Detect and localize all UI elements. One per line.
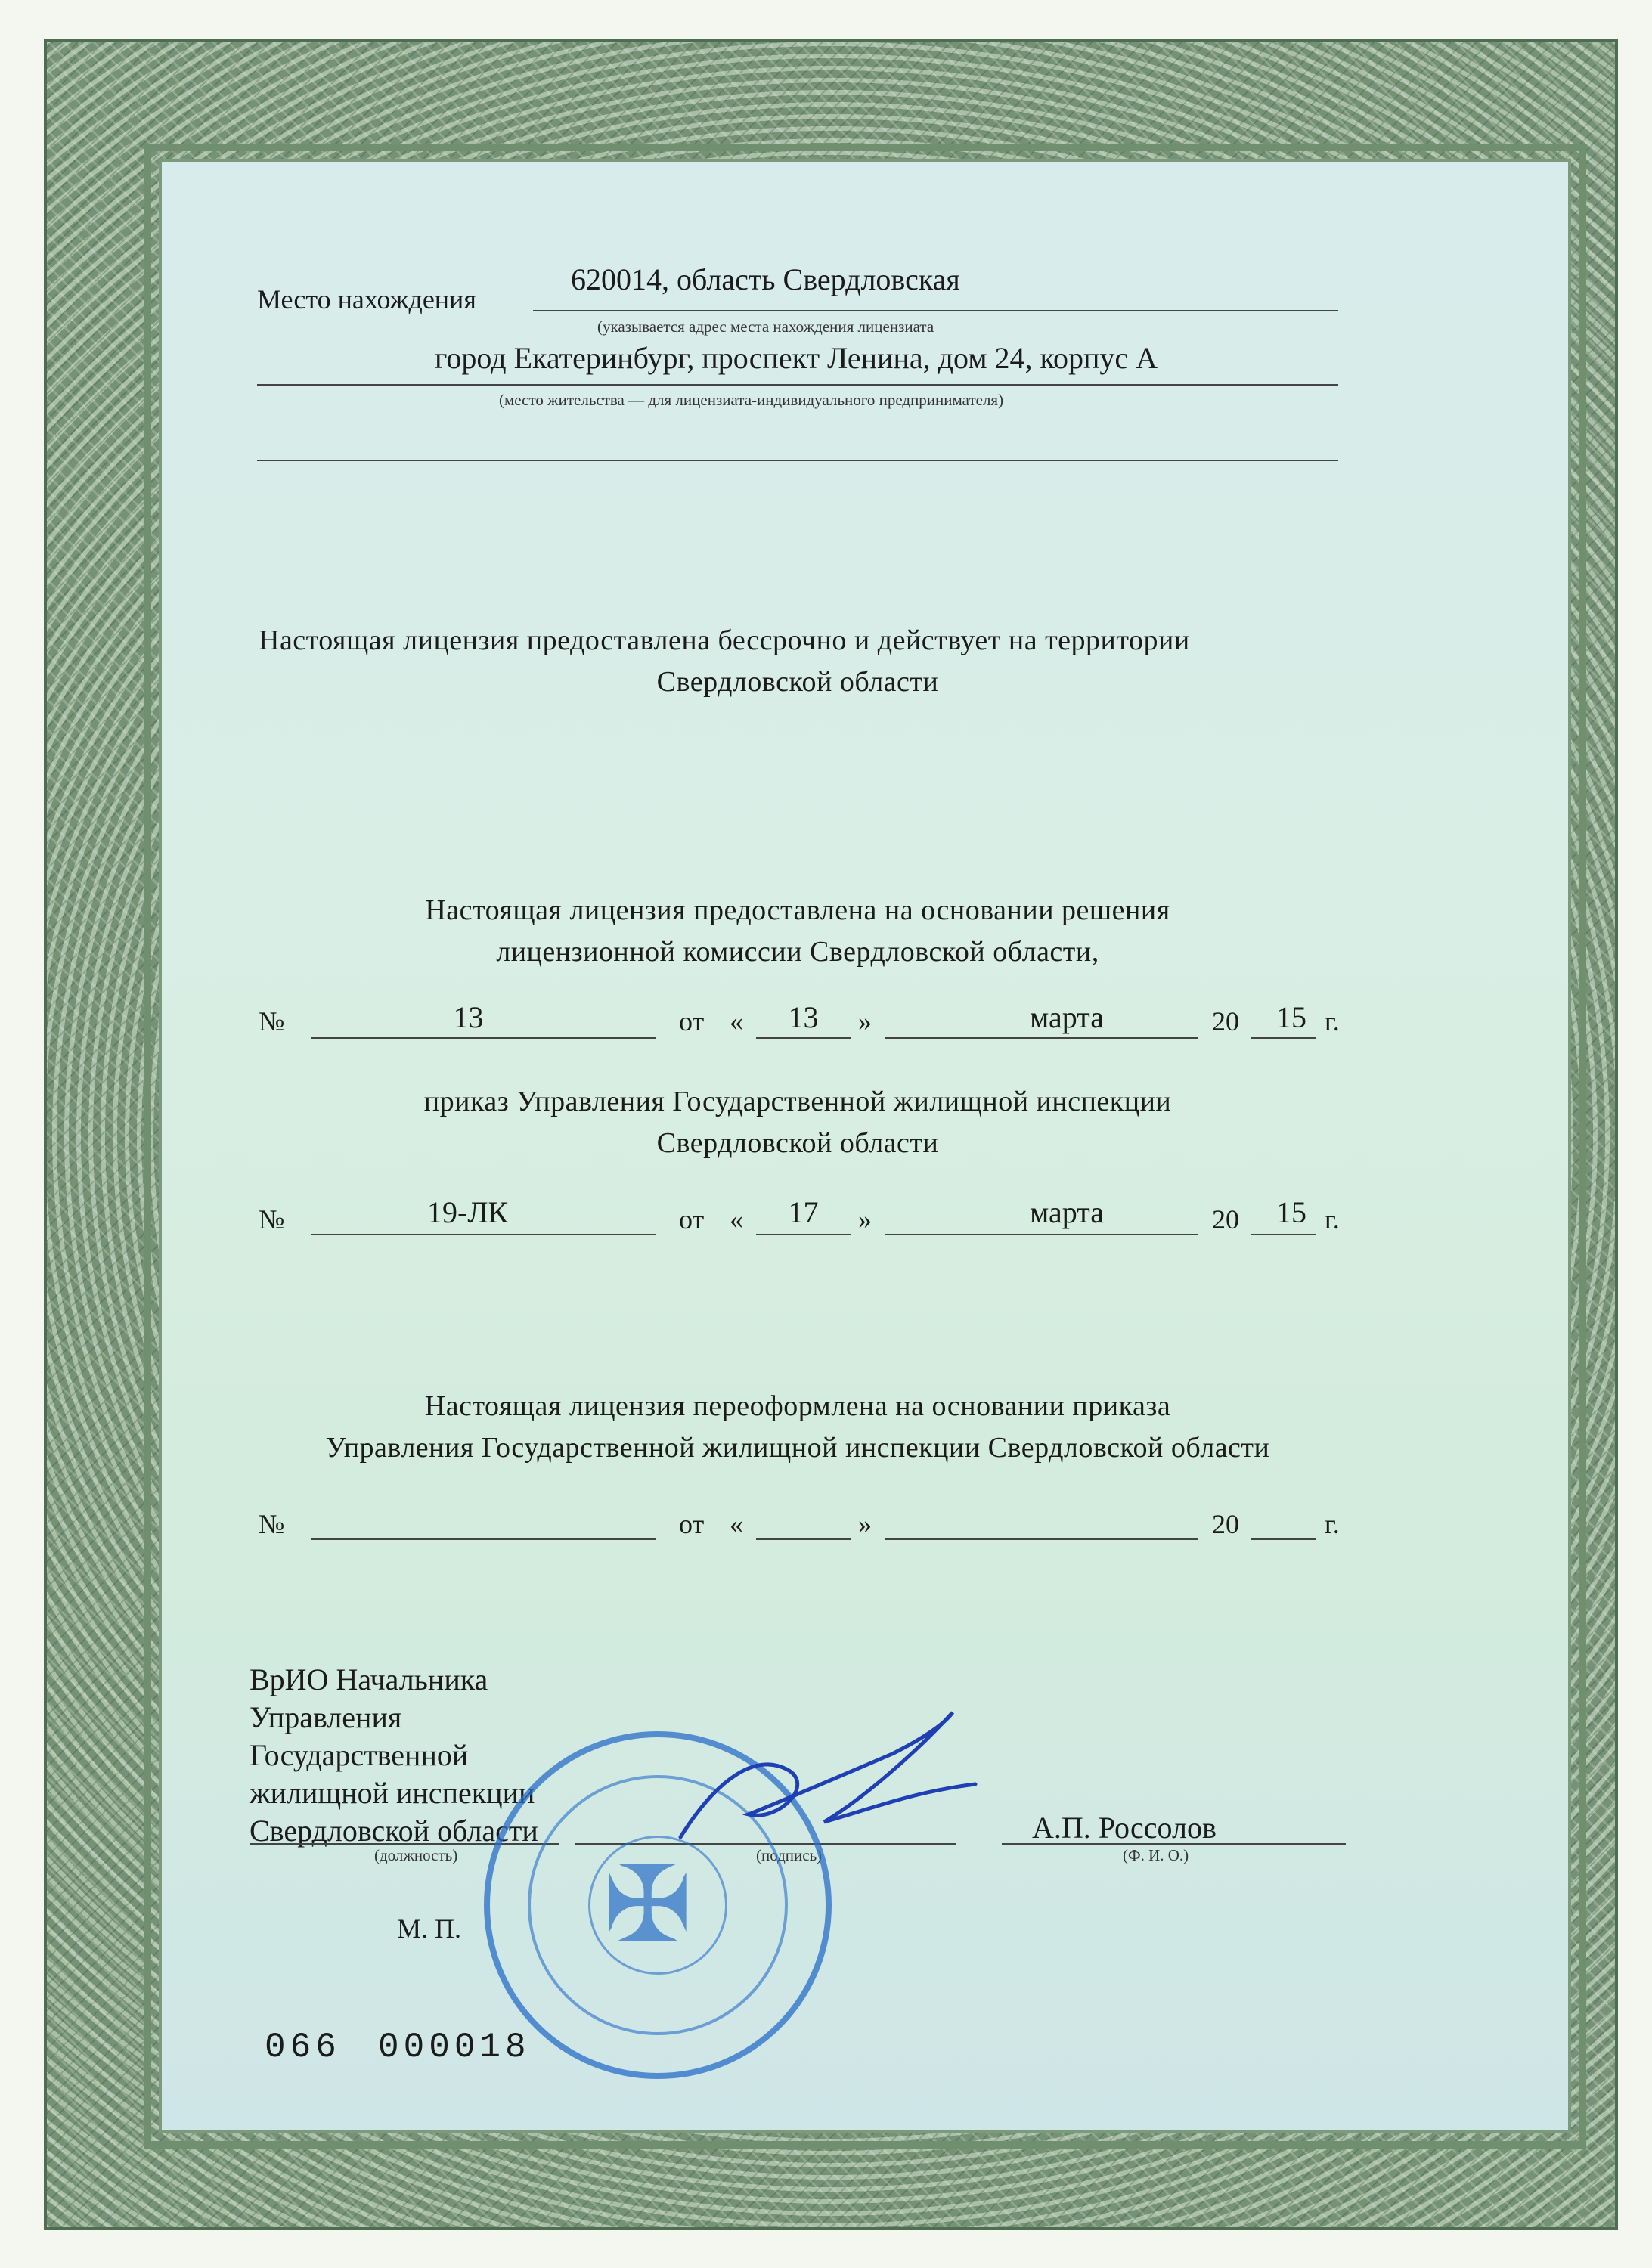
reissue-year-prefix: 20 <box>1212 1509 1239 1539</box>
position-hint: (должность) <box>374 1846 458 1864</box>
location-line-2 <box>257 384 1338 386</box>
position-line-4: жилищной инспекции <box>250 1776 535 1810</box>
basis-quote-close: » <box>858 1006 872 1036</box>
reissue-year-suffix: г. <box>1325 1509 1340 1539</box>
order-line2: Свердловской области <box>656 1127 939 1159</box>
order-year: 15 <box>1276 1195 1306 1229</box>
location-hint-1: (указывается адрес места нахождения лицензиата <box>597 318 934 336</box>
reissue-no-sign: № <box>259 1509 285 1539</box>
order-no-sign: № <box>259 1204 285 1235</box>
order-quote-close: » <box>858 1204 872 1235</box>
position-line-1: ВрИО Начальника <box>250 1662 488 1696</box>
reissue-number-line <box>311 1538 656 1540</box>
basis-line2: лицензионной комиссии Свердловской области, <box>496 936 1099 968</box>
signature-hint: (подпись) <box>756 1846 823 1864</box>
location-line1: 620014, область Свердловская <box>571 262 960 296</box>
order-year-prefix: 20 <box>1212 1204 1239 1235</box>
basis-day-line <box>756 1037 851 1039</box>
validity-line1: Настоящая лицензия предоставлена бессрочно и действует на территории <box>259 624 1190 656</box>
basis-month-line <box>885 1037 1198 1039</box>
order-number: 19-ЛК <box>427 1195 509 1229</box>
basis-year-line <box>1251 1037 1316 1039</box>
coat-of-arms-icon: ✠ <box>603 1843 693 1966</box>
location-line2: город Екатеринбург, проспект Ленина, дом 24, корпус А <box>435 341 1158 375</box>
location-line-3 <box>257 460 1338 461</box>
order-year-line <box>1251 1234 1316 1235</box>
order-quote-open: « <box>730 1204 743 1235</box>
basis-from: от <box>679 1006 705 1036</box>
order-from: от <box>679 1204 705 1235</box>
basis-line1: Настоящая лицензия предоставлена на основании решения <box>425 894 1170 926</box>
seal-mark: М. П. <box>397 1913 462 1944</box>
reissue-line1: Настоящая лицензия переоформлена на основании приказа <box>424 1390 1171 1422</box>
reissue-from: от <box>679 1509 705 1539</box>
name-hint: (Ф. И. О.) <box>1123 1846 1189 1864</box>
position-line-3: Государственной <box>250 1738 469 1772</box>
basis-no-sign: № <box>259 1006 285 1036</box>
reissue-quote-close: » <box>858 1509 872 1539</box>
order-line1: приказ Управления Государственной жилищной инспекции <box>423 1086 1172 1117</box>
location-hint-2: (место жительства — для лицензиата-индивидуального предпринимателя) <box>499 391 1004 409</box>
serial-number: 000018 <box>378 2028 531 2067</box>
order-month: марта <box>1030 1195 1104 1229</box>
reissue-line2: Управления Государственной жилищной инспекции Свердловской области <box>325 1432 1270 1464</box>
position-line-2: Управления <box>250 1700 402 1734</box>
basis-day: 13 <box>788 1000 819 1034</box>
order-day-line <box>756 1234 851 1235</box>
order-year-suffix: г. <box>1325 1204 1340 1235</box>
location-label: Место нахождения <box>257 284 476 314</box>
reissue-month-line <box>885 1538 1198 1540</box>
validity-line2: Свердловской области <box>656 666 939 698</box>
basis-number-line <box>311 1037 656 1039</box>
signatory-name: А.П. Россолов <box>1032 1811 1217 1845</box>
basis-year-suffix: г. <box>1325 1006 1340 1036</box>
basis-year: 15 <box>1276 1000 1306 1034</box>
serial-series: 066 <box>265 2028 341 2067</box>
basis-number: 13 <box>453 1000 484 1034</box>
location-line-1 <box>533 310 1338 311</box>
order-number-line <box>311 1234 656 1235</box>
order-month-line <box>885 1234 1198 1235</box>
position-line-5: Свердловской области <box>250 1814 538 1848</box>
reissue-day-line <box>756 1538 851 1540</box>
order-day: 17 <box>788 1195 819 1229</box>
basis-year-prefix: 20 <box>1212 1006 1239 1036</box>
reissue-quote-open: « <box>730 1509 743 1539</box>
reissue-year-line <box>1251 1538 1316 1540</box>
handwritten-signature <box>665 1709 983 1875</box>
basis-quote-open: « <box>730 1006 743 1036</box>
basis-month: марта <box>1030 1000 1104 1034</box>
